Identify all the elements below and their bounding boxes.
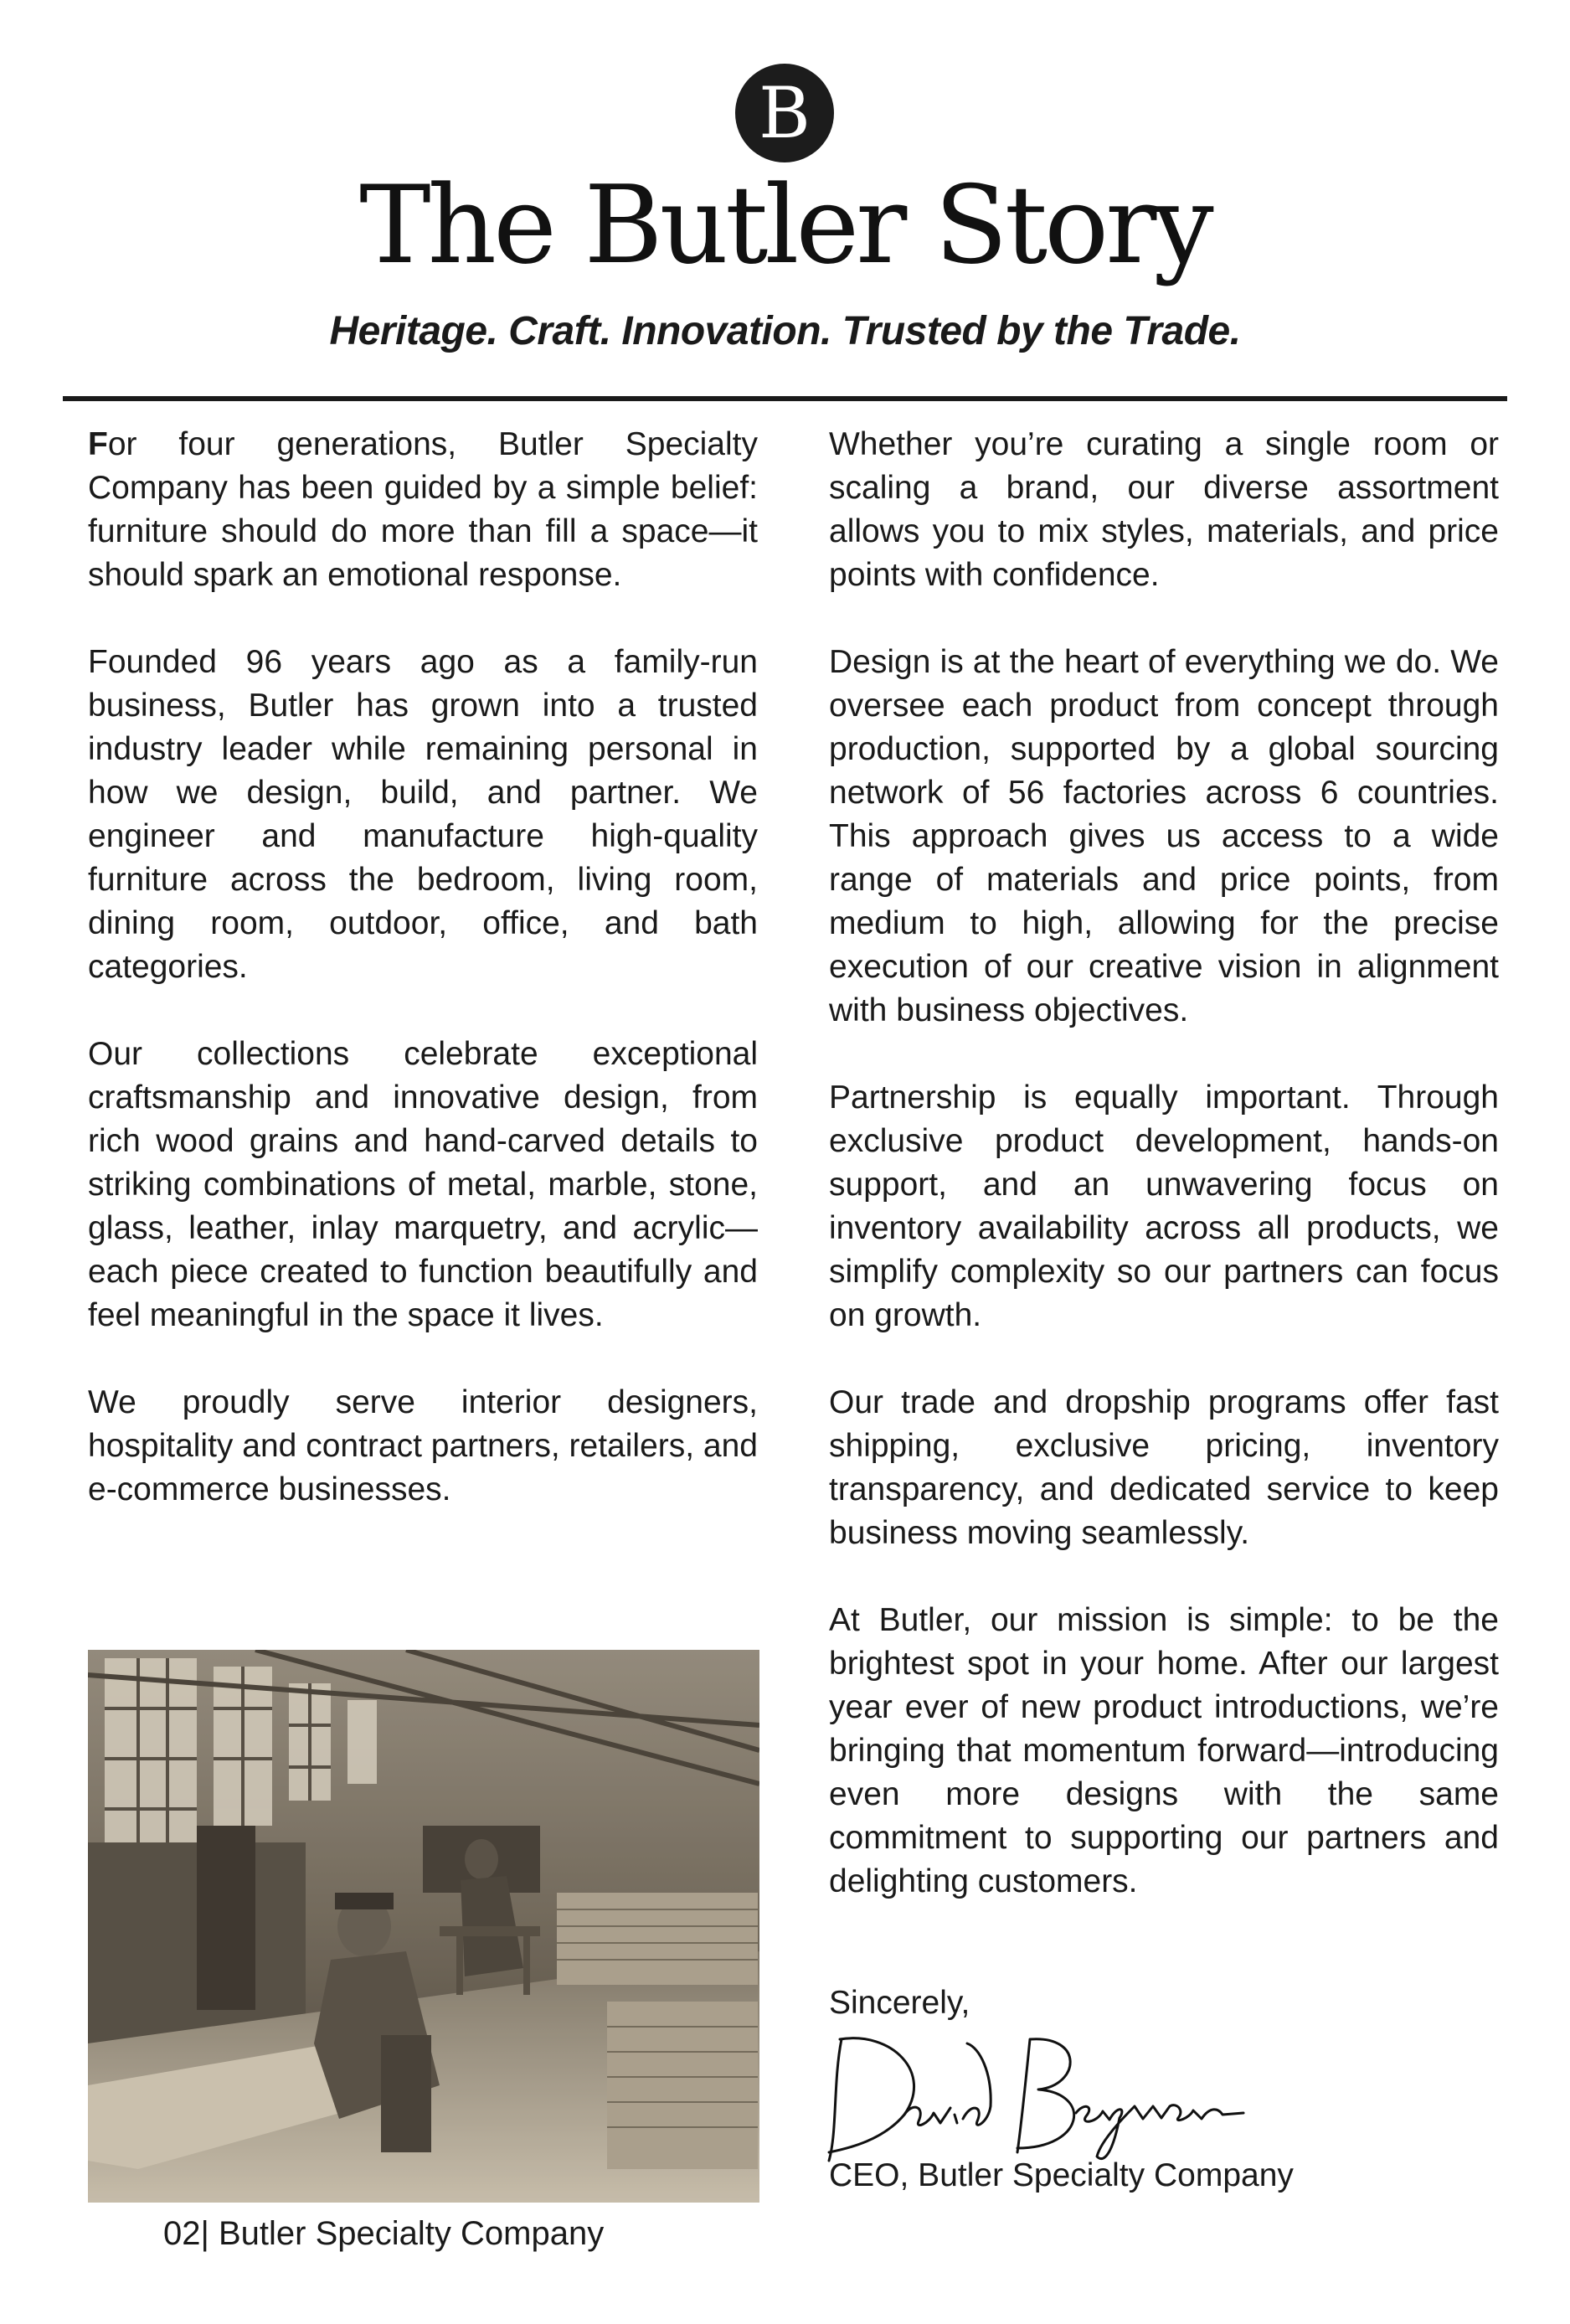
paragraph: At Butler, our mission is simple: to be the brightest spot in your home. After our largest year ever of new product introductions, we’re bringing that momentum forward—introducing even more designs with the same commitment to supporting our partners and delighting customers. — [829, 1602, 1499, 1899]
header-divider — [63, 396, 1507, 401]
left-column — [88, 423, 758, 1555]
company-logo — [735, 64, 834, 162]
paragraph: For four generations, Butler Specialty Company has been guided by a simple belief: furniture should do more than fill a space—it should spark an emotional response. — [88, 426, 758, 593]
paragraph: Design is at the heart of everything we do. We oversee each product from concept through production, supported by a global sourcing network of 56 factories across 6 countries. This approach gives us access to a wide range of materials and price points, from medium to high, allowing for the precise execution of our creative vision in alignment with business objectives. — [829, 644, 1499, 1028]
signer-title: CEO, Butler Specialty Company — [829, 2157, 1294, 2193]
drop-letter: F — [88, 426, 108, 462]
signature-image — [825, 2014, 1260, 2173]
closing-salutation: Sincerely, — [829, 1985, 970, 2021]
paragraph: Whether you’re curating a single room or scaling a brand, our diverse assortment allows you to mix styles, materials, and price points with confidence. — [829, 426, 1499, 593]
historic-factory-photo — [88, 1650, 759, 2203]
paragraph: Our trade and dropship programs offer fast shipping, exclusive pricing, inventory transparency, and dedicated service to keep business moving seamlessly. — [829, 1384, 1499, 1551]
page-title: The Butler Story — [359, 163, 1211, 288]
page-footer: 02| Butler Specialty Company — [163, 2215, 605, 2252]
logo-letter: B — [759, 72, 811, 154]
paragraph: We proudly serve interior designers, hospitality and contract partners, retailers, and e-commerce businesses. — [88, 1384, 758, 1507]
paragraph: Partnership is equally important. Through exclusive product development, hands-on support, and an unwavering focus on inventory availability across all products, we simplify complexity so our partners can focus on growth. — [829, 1080, 1499, 1333]
paragraph: Founded 96 years ago as a family-run business, Butler has grown into a trusted industry leader while remaining personal in how we design, build, and partner. We engineer and manufacture high-quality furniture across the bedroom, living room, dining room, outdoor, office, and bath categories. — [88, 644, 758, 985]
tagline: Heritage. Craft. Innovation. Trusted by the Trade. — [329, 309, 1241, 353]
right-column — [829, 423, 1499, 1947]
paragraph: Our collections celebrate exceptional craftsmanship and innovative design, from rich wood grains and hand-carved details to striking combinations of metal, marble, stone, glass, leather, inlay marquetry, and acrylic—each piece created to function beautifully and feel meaningful in the space it lives. — [88, 1036, 758, 1333]
